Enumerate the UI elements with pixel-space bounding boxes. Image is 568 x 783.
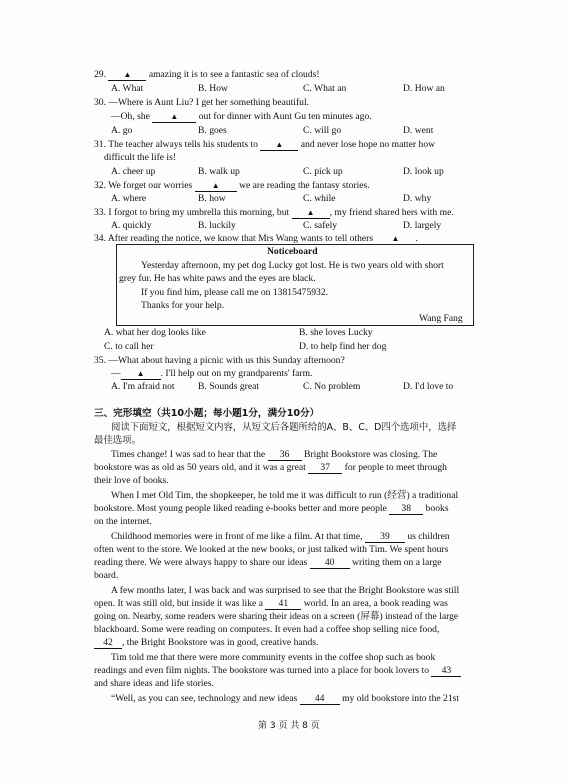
passage-line: and share ideas and life stories. [94,678,214,689]
option-29-c[interactable]: C. What an [303,83,347,94]
question-30-line2: —Oh, she ▲ out for dinner with Aunt Gu ten minutes ago. [111,111,372,122]
section-heading: 三、完形填空（共10小题；每小题1分，满分10分） [94,408,320,419]
passage-line: open. It was still old, but inside it was like a 41 world. In an area, a book reading was [94,598,448,609]
noticeboard [116,244,474,326]
passage-line: Times change! I was sad to hear that the 36 Bright Bookstore was closing. The [111,449,438,460]
passage-line: blackboard. Some were reading on computers. It even had a coffee shop selling nice food, [94,624,440,635]
option-31-b[interactable]: B. walk up [198,166,240,177]
answer-blank-34[interactable]: ▲ [376,233,416,245]
passage-line: on the internet. [94,516,152,527]
option-31-a[interactable]: A. cheer up [111,166,156,177]
page-footer: 第 3 页 共 8 页 [258,721,320,731]
section-instruction-2: 最佳选项。 [94,435,141,446]
option-35-b[interactable]: B. Sounds great [198,381,260,392]
cloze-blank-43[interactable]: 43 [431,665,461,677]
notice-line-3: If you find him, please call me on 13815475932. [141,287,329,298]
passage-line: going on. Nearby, some readers were sharing their ideas on a screen (屏幕) instead of the large [94,611,459,622]
option-29-a[interactable]: A. What [111,83,144,94]
passage-line: reading there. We were always happy to share our ideas 40 writing them on a large [94,557,442,568]
option-31-d[interactable]: D. look up [403,166,444,177]
passage-line: Tim told me that there were more community events in the coffee shop such as book [111,652,436,663]
question-29: 29. ▲ amazing it is to see a fantastic sea of clouds! [94,69,320,80]
question-33: 33. I forgot to bring my umbrella this morning, but ▲ , my friend shared hers with me. [94,207,454,218]
passage-line: board. [94,570,119,581]
question-31: 31. The teacher always tells his students to ▲ and never lose hope no matter how [94,139,436,150]
passage-line: When I met Old Tim, the shopkeeper, he told me it was difficult to run (经营) a traditional [111,490,459,501]
cloze-blank-36[interactable]: 36 [268,449,302,461]
passage-line: Childhood memories were in front of me like a film. At that time, 39 us children [111,531,450,542]
passage-line: readings and even film nights. The bookstore was turned into a place for book lovers to 43 [94,665,461,677]
option-34-c[interactable]: C. to call her [104,341,154,352]
question-35: 35. —What about having a picnic with us this Sunday afternoon? [94,355,345,366]
option-32-a[interactable]: A. where [111,193,147,204]
option-30-b[interactable]: B. goes [198,125,227,136]
option-30-a[interactable]: A. go [111,125,133,136]
section-instruction-1: 阅读下面短文，根据短文内容，从短文后各题所给的A、B、C、D四个选项中，选择 [111,422,457,433]
cloze-blank-42[interactable]: 42 [94,637,122,649]
option-35-c[interactable]: C. No problem [303,381,361,392]
passage-line: A few months later, I was back and was surprised to see that the Bright Bookstore was still [111,585,460,596]
question-34: 34. After reading the notice, we know that Mrs Wang wants to tell others ▲ . [94,233,418,244]
answer-blank-30[interactable]: ▲ [152,111,196,123]
cloze-blank-40[interactable]: 40 [310,557,350,569]
option-32-b[interactable]: B. how [198,193,226,204]
passage-line: “Well, as you can see, technology and new ideas 44 my old bookstore into the 21st [111,693,460,704]
option-35-d[interactable]: D. I'd love to [403,381,454,392]
cloze-blank-39[interactable]: 39 [365,531,405,543]
notice-line-4: Thanks for your help. [141,300,225,311]
option-30-c[interactable]: C. will go [303,125,342,136]
option-32-d[interactable]: D. why [403,193,432,204]
option-31-c[interactable]: C. pick up [303,166,343,177]
option-30-d[interactable]: D. went [403,125,434,136]
answer-blank-32[interactable]: ▲ [195,180,237,192]
passage-line: 42 , the Bright Bookstore was in good, creative hands. [94,637,318,649]
option-34-d[interactable]: D. to help find her dog [299,341,387,352]
option-33-d[interactable]: D. largely [403,220,442,231]
notice-line-1: Yesterday afternoon, my pet dog Lucky got lost. He is two years old with short [141,260,444,271]
passage-line: bookstore was as old as 50 years old, and it was a great 37 for people to meet through [94,462,447,473]
option-32-c[interactable]: C. while [303,193,336,204]
noticeboard-title: Noticeboard [267,246,318,257]
answer-blank-31[interactable]: ▲ [260,139,298,151]
option-34-b[interactable]: B. she loves Lucky [299,327,373,338]
passage-line: bookstore. Most young people liked reading e-books better and more people 38 books [94,503,449,514]
option-29-b[interactable]: B. How [198,83,228,94]
option-35-a[interactable]: A. I'm afraid not [111,381,175,392]
passage-line: their love of books. [94,475,169,486]
option-33-b[interactable]: B. luckily [198,220,236,231]
notice-signature: Wang Fang [419,313,463,324]
option-33-a[interactable]: A. quickly [111,220,152,231]
question-32: 32. We forget our worries ▲ we are reading the fantasy stories. [94,180,370,191]
answer-blank-29[interactable]: ▲ [108,69,146,81]
question-30: 30. —Where is Aunt Liu? I get her something beautiful. [94,97,310,108]
option-34-a[interactable]: A. what her dog looks like [104,327,206,338]
cloze-blank-38[interactable]: 38 [389,503,423,515]
option-33-c[interactable]: C. safely [303,220,338,231]
cloze-blank-37[interactable]: 37 [308,462,342,474]
answer-blank-35[interactable]: ▲ [121,368,161,380]
question-35-line2: — ▲ . I'll help out on my grandparents' farm. [111,368,313,379]
option-29-d[interactable]: D. How an [403,83,445,94]
question-31-line2: difficult the life is! [104,152,177,163]
cloze-blank-41[interactable]: 41 [265,598,301,610]
notice-line-2: grey fur. He has white paws and the eyes are black. [119,273,316,284]
answer-blank-33[interactable]: ▲ [292,207,330,219]
passage-line: often went to the store. We looked at the new books, or just talked with Tim. We spent hours [94,544,449,555]
cloze-blank-44[interactable]: 44 [300,693,340,705]
